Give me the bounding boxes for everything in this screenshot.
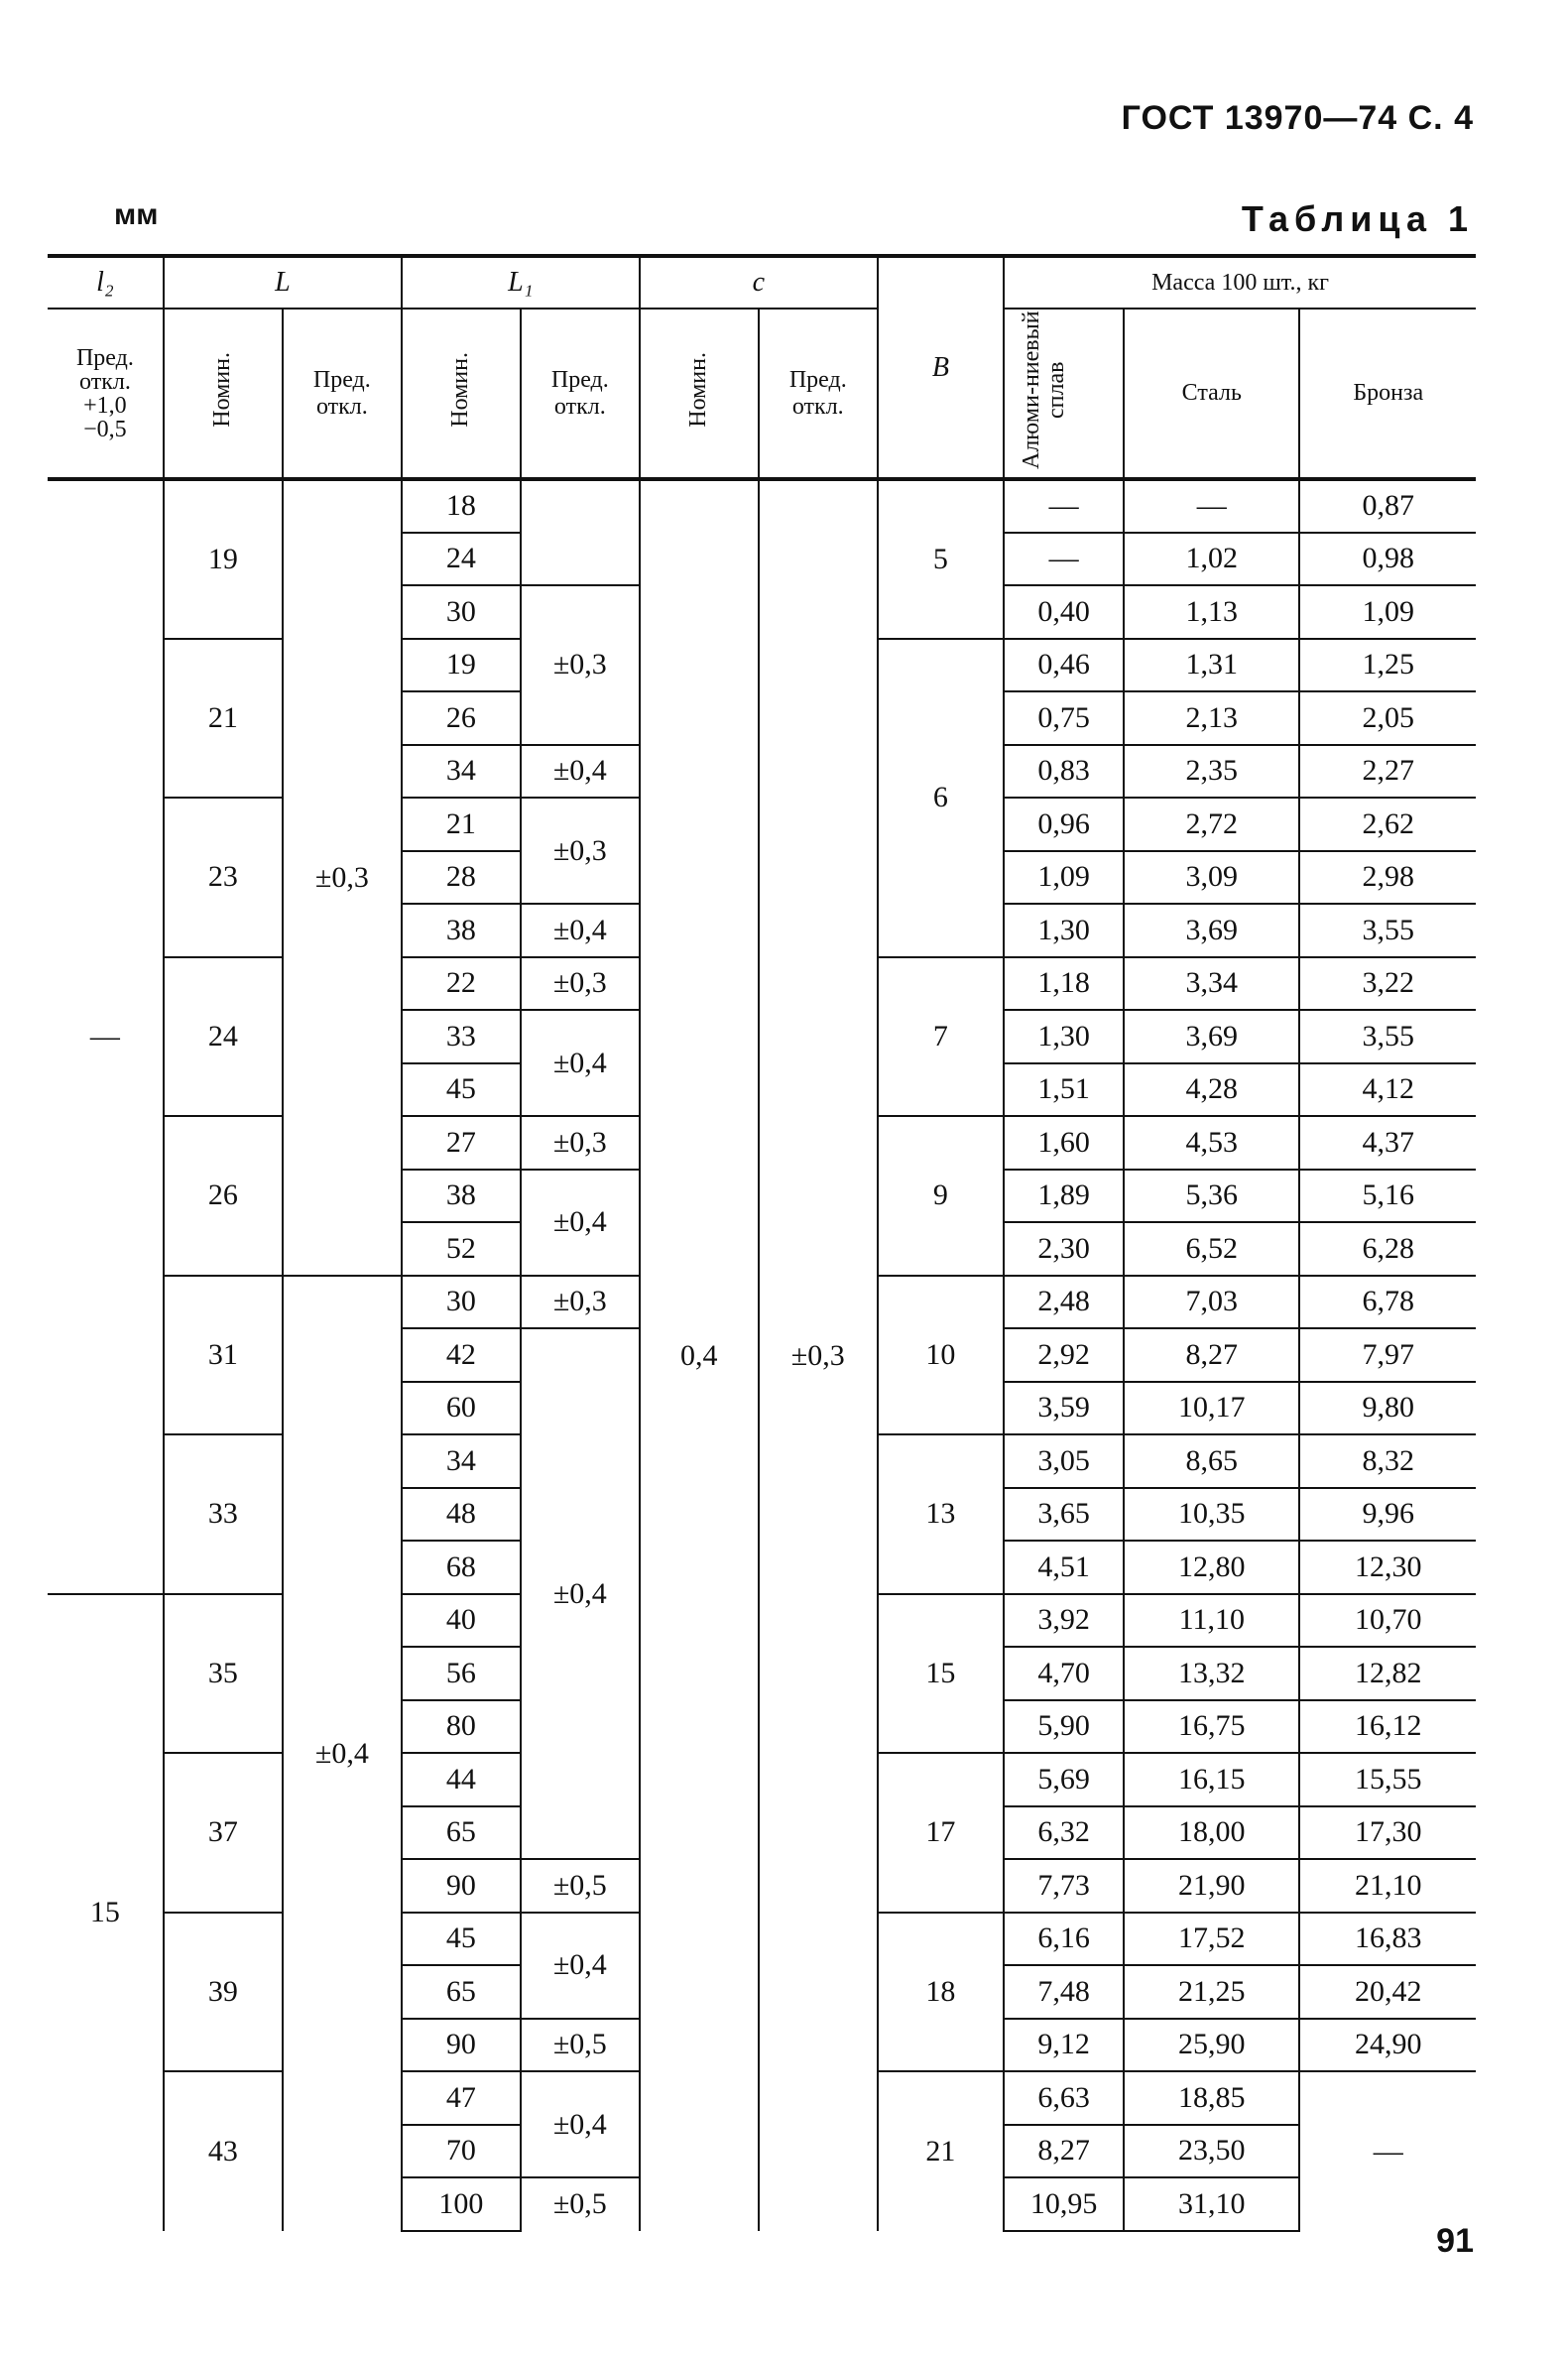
L1-tol-cell: ±0,3 — [521, 798, 640, 904]
L1-nom-cell: 24 — [402, 533, 521, 586]
L1-nom-cell: 56 — [402, 1647, 521, 1700]
steel-cell: 21,90 — [1124, 1859, 1299, 1913]
bronze-cell: 5,16 — [1299, 1170, 1476, 1223]
L1-tol-cell: ±0,4 — [521, 745, 640, 799]
L1-nom-cell: 60 — [402, 1382, 521, 1435]
bronze-cell: 9,96 — [1299, 1488, 1476, 1542]
L1-tol-cell: ±0,5 — [521, 2177, 640, 2231]
col-c-header: c — [640, 256, 878, 309]
L1-nom-cell: 44 — [402, 1753, 521, 1806]
L1-nom-cell: 70 — [402, 2125, 521, 2178]
L1-nom-cell: 18 — [402, 479, 521, 533]
alum-cell: 0,83 — [1004, 745, 1124, 799]
bronze-cell: 3,55 — [1299, 904, 1476, 957]
steel-cell: — — [1124, 479, 1299, 533]
c-nom-cell: 0,4 — [640, 479, 759, 2231]
L1-tol-cell: ±0,4 — [521, 2071, 640, 2177]
col-l2-header: l₂ — [48, 256, 164, 309]
L1-tol-cell: ±0,3 — [521, 957, 640, 1011]
B-cell: 6 — [878, 639, 1004, 957]
table-title: Таблица 1 — [1241, 198, 1474, 239]
L1-nom-cell: 42 — [402, 1328, 521, 1382]
alum-cell: 5,90 — [1004, 1700, 1124, 1754]
bronze-cell: 20,42 — [1299, 1965, 1476, 2019]
B-cell: 17 — [878, 1753, 1004, 1913]
page-number: 91 — [1436, 2222, 1474, 2260]
col-bronze-header: Бронза — [1299, 309, 1476, 479]
alum-cell: — — [1004, 533, 1124, 586]
steel-cell: 21,25 — [1124, 1965, 1299, 2019]
bronze-cell: 1,25 — [1299, 639, 1476, 692]
col-mass-header: Масса 100 шт., кг — [1004, 256, 1476, 309]
bronze-cell: 3,55 — [1299, 1010, 1476, 1063]
L1-tol-cell: ±0,4 — [521, 1913, 640, 2019]
B-cell: 15 — [878, 1594, 1004, 1754]
bronze-cell: 12,30 — [1299, 1541, 1476, 1594]
steel-cell: 11,10 — [1124, 1594, 1299, 1648]
steel-cell: 8,27 — [1124, 1328, 1299, 1382]
alum-cell: 0,96 — [1004, 798, 1124, 851]
alum-cell: 6,32 — [1004, 1806, 1124, 1860]
L1-nom-cell: 30 — [402, 585, 521, 639]
alum-cell: 1,18 — [1004, 957, 1124, 1011]
alum-cell: 4,51 — [1004, 1541, 1124, 1594]
bronze-cell: 10,70 — [1299, 1594, 1476, 1648]
col-L-tol-header: Пред. откл. — [283, 309, 402, 479]
alum-cell: — — [1004, 479, 1124, 533]
col-alum-header: Алюми-ниевый сплав — [1004, 309, 1124, 479]
L1-nom-cell: 68 — [402, 1541, 521, 1594]
L1-nom-cell: 21 — [402, 798, 521, 851]
alum-cell: 1,51 — [1004, 1063, 1124, 1117]
steel-cell: 18,00 — [1124, 1806, 1299, 1860]
alum-cell: 2,30 — [1004, 1222, 1124, 1276]
L1-nom-cell: 30 — [402, 1276, 521, 1329]
L-nom-cell: 37 — [164, 1753, 283, 1913]
L1-nom-cell: 48 — [402, 1488, 521, 1542]
bronze-cell: 2,98 — [1299, 851, 1476, 905]
B-cell: 13 — [878, 1434, 1004, 1594]
bronze-cell: 6,28 — [1299, 1222, 1476, 1276]
L-nom-cell: 21 — [164, 639, 283, 799]
alum-cell: 0,40 — [1004, 585, 1124, 639]
bronze-cell: 16,83 — [1299, 1913, 1476, 1966]
col-l2-tol-header: Пред. откл. +1,0 −0,5 — [48, 309, 164, 479]
alum-cell: 6,63 — [1004, 2071, 1124, 2125]
bronze-cell: 6,78 — [1299, 1276, 1476, 1329]
col-c-nom-header: Номин. — [640, 309, 759, 479]
L1-nom-cell: 65 — [402, 1806, 521, 1860]
L1-nom-cell: 40 — [402, 1594, 521, 1648]
table-row — [48, 479, 1476, 533]
steel-cell: 5,36 — [1124, 1170, 1299, 1223]
bronze-cell: 9,80 — [1299, 1382, 1476, 1435]
L1-nom-cell: 22 — [402, 957, 521, 1011]
L-nom-cell: 26 — [164, 1116, 283, 1276]
L1-nom-cell: 26 — [402, 691, 521, 745]
alum-cell: 1,89 — [1004, 1170, 1124, 1223]
document-header: ГОСТ 13970—74 С. 4 — [1121, 99, 1474, 137]
bronze-cell: 4,12 — [1299, 1063, 1476, 1117]
steel-cell: 4,53 — [1124, 1116, 1299, 1170]
L-nom-cell: 19 — [164, 479, 283, 639]
bronze-cell: 7,97 — [1299, 1328, 1476, 1382]
l2-cell: — — [48, 479, 164, 1594]
table-body — [48, 479, 1476, 2231]
c-tol-cell: ±0,3 — [759, 479, 878, 2231]
steel-cell: 23,50 — [1124, 2125, 1299, 2178]
B-cell: 18 — [878, 1913, 1004, 2072]
L-tol-cell: ±0,4 — [283, 1276, 402, 2231]
bronze-cell: 24,90 — [1299, 2019, 1476, 2072]
steel-cell: 31,10 — [1124, 2177, 1299, 2231]
alum-cell: 0,75 — [1004, 691, 1124, 745]
col-B-header: B — [878, 256, 1004, 479]
alum-cell: 0,46 — [1004, 639, 1124, 692]
steel-cell: 1,02 — [1124, 533, 1299, 586]
B-cell: 7 — [878, 957, 1004, 1117]
alum-cell: 1,60 — [1004, 1116, 1124, 1170]
bronze-cell: 2,27 — [1299, 745, 1476, 799]
L1-tol-cell: ±0,5 — [521, 1859, 640, 1913]
bronze-cell: 0,87 — [1299, 479, 1476, 533]
L1-nom-cell: 100 — [402, 2177, 521, 2231]
alum-cell: 3,59 — [1004, 1382, 1124, 1435]
bronze-cell: 12,82 — [1299, 1647, 1476, 1700]
L-nom-cell: 33 — [164, 1434, 283, 1594]
steel-cell: 1,31 — [1124, 639, 1299, 692]
L1-nom-cell: 34 — [402, 1434, 521, 1488]
L-nom-cell: 23 — [164, 798, 283, 957]
L-nom-cell: 35 — [164, 1594, 283, 1754]
L1-nom-cell: 45 — [402, 1063, 521, 1117]
steel-cell: 25,90 — [1124, 2019, 1299, 2072]
steel-cell: 2,13 — [1124, 691, 1299, 745]
steel-cell: 12,80 — [1124, 1541, 1299, 1594]
L1-nom-cell: 19 — [402, 639, 521, 692]
dimensions-table — [48, 254, 1476, 2232]
steel-cell: 1,13 — [1124, 585, 1299, 639]
col-c-tol-header: Пред. откл. — [759, 309, 878, 479]
alum-cell: 3,05 — [1004, 1434, 1124, 1488]
bronze-cell: — — [1299, 2071, 1476, 2231]
L1-nom-cell: 45 — [402, 1913, 521, 1966]
L1-nom-cell: 33 — [402, 1010, 521, 1063]
alum-cell: 1,30 — [1004, 904, 1124, 957]
l2-cell: 15 — [48, 1594, 164, 2231]
L1-nom-cell: 80 — [402, 1700, 521, 1754]
alum-cell: 1,09 — [1004, 851, 1124, 905]
steel-cell: 3,34 — [1124, 957, 1299, 1011]
steel-cell: 2,35 — [1124, 745, 1299, 799]
alum-cell: 7,73 — [1004, 1859, 1124, 1913]
steel-cell: 8,65 — [1124, 1434, 1299, 1488]
bronze-cell: 21,10 — [1299, 1859, 1476, 1913]
L1-tol-cell: ±0,3 — [521, 1116, 640, 1170]
L1-tol-cell: ±0,4 — [521, 1328, 640, 1859]
L1-tol-cell: ±0,4 — [521, 904, 640, 957]
bronze-cell: 16,12 — [1299, 1700, 1476, 1754]
alum-cell: 3,65 — [1004, 1488, 1124, 1542]
bronze-cell: 2,05 — [1299, 691, 1476, 745]
col-L1-header: L₁ — [402, 256, 640, 309]
L1-tol-cell: ±0,5 — [521, 2019, 640, 2072]
alum-cell: 6,16 — [1004, 1913, 1124, 1966]
bronze-cell: 1,09 — [1299, 585, 1476, 639]
steel-cell: 2,72 — [1124, 798, 1299, 851]
B-cell: 5 — [878, 479, 1004, 639]
L-tol-cell: ±0,3 — [283, 479, 402, 1276]
L1-nom-cell: 28 — [402, 851, 521, 905]
steel-cell: 10,35 — [1124, 1488, 1299, 1542]
L-nom-cell: 39 — [164, 1913, 283, 2072]
bronze-cell: 17,30 — [1299, 1806, 1476, 1860]
col-L1-tol-header: Пред. откл. — [521, 309, 640, 479]
units-label: мм — [114, 198, 159, 231]
L1-nom-cell: 90 — [402, 1859, 521, 1913]
B-cell: 10 — [878, 1276, 1004, 1435]
alum-cell: 9,12 — [1004, 2019, 1124, 2072]
L1-nom-cell: 38 — [402, 904, 521, 957]
L1-tol-cell — [521, 479, 640, 585]
L-nom-cell: 43 — [164, 2071, 283, 2231]
alum-cell: 2,92 — [1004, 1328, 1124, 1382]
steel-cell: 18,85 — [1124, 2071, 1299, 2125]
L-nom-cell: 31 — [164, 1276, 283, 1435]
L-nom-cell: 24 — [164, 957, 283, 1117]
steel-cell: 3,09 — [1124, 851, 1299, 905]
steel-cell: 7,03 — [1124, 1276, 1299, 1329]
B-cell: 21 — [878, 2071, 1004, 2231]
col-L-header: L — [164, 256, 402, 309]
col-L-nom-header: Номин. — [164, 309, 283, 479]
bronze-cell: 3,22 — [1299, 957, 1476, 1011]
bronze-cell: 0,98 — [1299, 533, 1476, 586]
alum-cell: 5,69 — [1004, 1753, 1124, 1806]
L1-nom-cell: 38 — [402, 1170, 521, 1223]
L1-tol-cell: ±0,3 — [521, 1276, 640, 1329]
bronze-cell: 8,32 — [1299, 1434, 1476, 1488]
L1-nom-cell: 47 — [402, 2071, 521, 2125]
L1-nom-cell: 90 — [402, 2019, 521, 2072]
steel-cell: 16,15 — [1124, 1753, 1299, 1806]
bronze-cell: 2,62 — [1299, 798, 1476, 851]
steel-cell: 16,75 — [1124, 1700, 1299, 1754]
alum-cell: 2,48 — [1004, 1276, 1124, 1329]
col-steel-header: Сталь — [1124, 309, 1299, 479]
alum-cell: 4,70 — [1004, 1647, 1124, 1700]
steel-cell: 3,69 — [1124, 904, 1299, 957]
alum-cell: 7,48 — [1004, 1965, 1124, 2019]
steel-cell: 3,69 — [1124, 1010, 1299, 1063]
L1-tol-cell: ±0,4 — [521, 1170, 640, 1276]
steel-cell: 17,52 — [1124, 1913, 1299, 1966]
bronze-cell: 15,55 — [1299, 1753, 1476, 1806]
L1-nom-cell: 52 — [402, 1222, 521, 1276]
alum-cell: 3,92 — [1004, 1594, 1124, 1648]
L1-tol-cell: ±0,4 — [521, 1010, 640, 1116]
B-cell: 9 — [878, 1116, 1004, 1276]
steel-cell: 6,52 — [1124, 1222, 1299, 1276]
col-L1-nom-header: Номин. — [402, 309, 521, 479]
alum-cell: 8,27 — [1004, 2125, 1124, 2178]
L1-tol-cell: ±0,3 — [521, 585, 640, 745]
steel-cell: 4,28 — [1124, 1063, 1299, 1117]
L1-nom-cell: 65 — [402, 1965, 521, 2019]
alum-cell: 10,95 — [1004, 2177, 1124, 2231]
steel-cell: 13,32 — [1124, 1647, 1299, 1700]
bronze-cell: 4,37 — [1299, 1116, 1476, 1170]
L1-nom-cell: 27 — [402, 1116, 521, 1170]
alum-cell: 1,30 — [1004, 1010, 1124, 1063]
L1-nom-cell: 34 — [402, 745, 521, 799]
steel-cell: 10,17 — [1124, 1382, 1299, 1435]
